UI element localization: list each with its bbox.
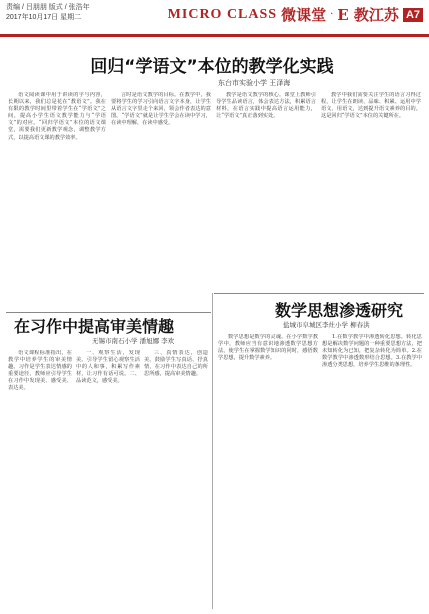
article1-headline: 回归“学语文”本位的教学化实践: [90, 57, 334, 77]
section-divider: [6, 312, 211, 313]
article1-column-2: [111, 92, 211, 292]
masthead-title-zh: 微课堂: [281, 6, 327, 24]
article1-paragraph: 教学中我们需要关注学生的语言习得过程，让学生在朗读、品味、积累、运用中学语文、用语文，达到提升语文素养的目的。这是回归“学语文”本位的关键所在。: [321, 92, 421, 120]
column-divider: [212, 293, 213, 609]
masthead-editor-line: 责编 / 吕朋朋 版式 / 张浩年: [6, 4, 90, 11]
article3-column-1: [8, 350, 72, 608]
article2-byline: 盐城市阜城区李灶小学 柳春洪: [283, 321, 370, 329]
masthead-separator: ·: [330, 9, 334, 20]
article1-column-3: [216, 92, 316, 292]
article1-paragraph: 教学是语文教学的核心。课堂上教师引导学生品读语言，体会表达方法，积累语言材料，在语言实践中提高语言运用能力，让“学语文”真正落到实处。: [216, 92, 316, 120]
article3-paragraph: 一、观察生活，发现美。引导学生留心观察生活中的人和事，积累写作素材，让习作有话可说。二、品读范文，感受美。: [76, 350, 140, 385]
masthead-meta: [6, 3, 90, 23]
article1-byline: 东台市实验小学 王泽海: [218, 79, 291, 87]
article2-column-1: [218, 334, 318, 606]
article3-column-2: [76, 350, 140, 608]
article3-headline: 在习作中提高审美情趣: [14, 317, 175, 336]
masthead-title-en: MICRO CLASS: [167, 6, 278, 22]
masthead-date-line: 2017年10月17日 星期二: [6, 14, 82, 21]
masthead: [0, 0, 429, 36]
article1-paragraph: 语文阅读课中用于讲读的字与内容，长期以来，我们总是花在“教语文”。我在有限的教学时间里带着学生在“学语文”之间，提高小学生语文教学能力与“学语文”的对应。“回归学语文”本位的语文课堂，需要我们更新教学观念，调整教学方式，以提高语文课的教学效率。: [8, 92, 106, 141]
article2-paragraph: 数学思想是数学的灵魂。在小学数学教学中，教师应当有意识地渗透数学思想方法，使学生在掌握数学知识的同时，感悟数学思想，提升数学素养。: [218, 334, 318, 362]
masthead-section: E 教江苏: [337, 6, 399, 24]
page-number: A7: [403, 8, 423, 22]
article3-paragraph: 三、真情表达，创造美。鼓励学生写真话、抒真情，在习作中表达自己的所思所感，提高审美情趣。: [144, 350, 208, 378]
article1-column-1: [8, 92, 106, 310]
masthead-rule: [0, 36, 429, 37]
article3-paragraph: 语文课程标准指出，在教学中培养学生的审美情趣。习作是学生表达情感的重要途径，教师应引导学生在习作中发现美、感受美、表达美。: [8, 350, 72, 392]
article2-column-2: [322, 334, 422, 606]
masthead-title-group: [168, 4, 423, 25]
article1-column-4: [321, 92, 421, 284]
article3-column-3: [144, 350, 208, 608]
article3-byline: 无锡市南石小学 潘旭娜 李欢: [92, 337, 175, 345]
article2-headline: 数学思想渗透研究: [275, 301, 404, 320]
article1-paragraph: 言时是语文教学的目标。在教学中，我要将学生的学习引向语言文字本身，让学生从语言文字里走个来回，领会作者表达的意图。“学语文”就是让学生学会在读中学习，在读中理解，在读中感受。: [111, 92, 211, 127]
section-divider: [214, 293, 424, 294]
article2-paragraph: 1.在数学教学中渗透转化思想。转化思想是解决数学问题的一种重要思想方法，把未知转化为已知，把复杂转化为简单。2.在数学教学中渗透数形结合思想。3.在教学中渗透分类思想，培养学生思维的条理性。: [322, 334, 422, 369]
